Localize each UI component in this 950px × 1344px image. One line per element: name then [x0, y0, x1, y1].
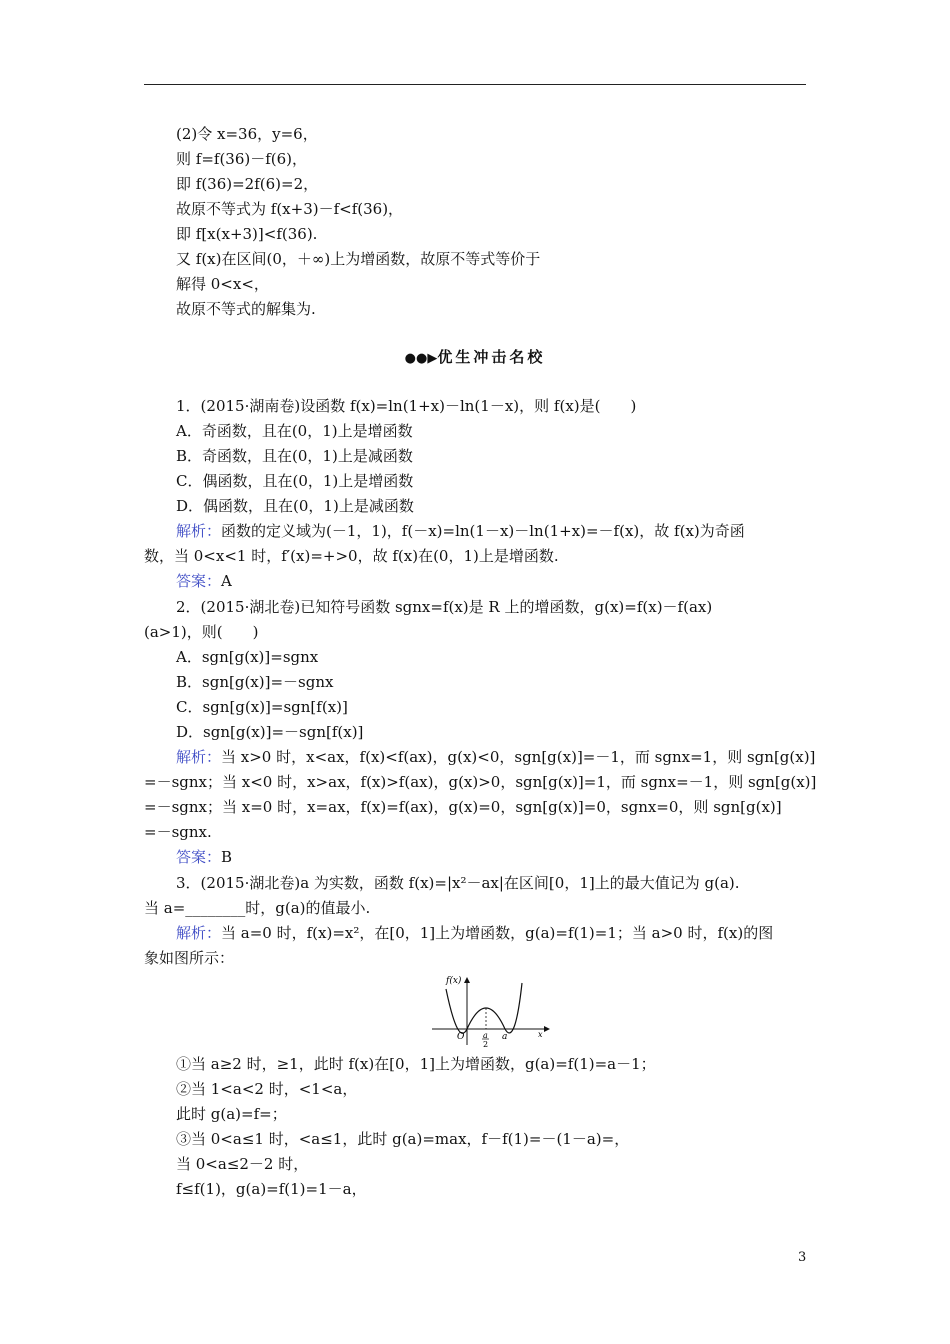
q1-option-b: B．奇函数，且在(0，1)上是减函数 — [176, 447, 413, 465]
answer-label: 答案： — [176, 572, 222, 590]
q1-analysis-text-2: 数，当 0<x<1 时，f′(x)=+>0，故 f(x)在(0，1)上是增函数. — [144, 547, 559, 565]
part2-line-5: 即 f[x(x+3)]<f(36). — [176, 225, 318, 243]
q2-analysis — [176, 747, 815, 767]
q1-answer-value: A — [221, 572, 232, 590]
q2-option-a: A．sgn[g(x)]=sgnx — [176, 648, 319, 666]
q2-analysis-text-1: 当 x>0 时，x<ax，f(x)<f(ax)，g(x)<0，sgn[g(x)]=－1，而 sgnx=1，则 sgn[g(x)] — [221, 748, 816, 766]
q2-option-c: C．sgn[g(x)]=sgn[f(x)] — [176, 698, 348, 716]
page-number: 3 — [798, 1250, 807, 1265]
part2-line-7: 解得 0<x<， — [176, 275, 269, 293]
heading-text: 优生冲击名校 — [437, 348, 546, 366]
graph-origin-label: O — [457, 1032, 465, 1042]
x-axis-arrow-icon — [544, 1026, 550, 1032]
q2-analysis-text-3: =－sgnx；当 x=0 时，x=ax，f(x)=f(ax)，g(x)=0，sgn[g(x)]=0，sgnx=0，则 sgn[g(x)] — [144, 798, 782, 816]
q1-analysis-text-1: 函数的定义域为(－1，1)，f(－x)=ln(1－x)－ln(1+x)=－f(x)，故 f(x)为奇函 — [221, 522, 745, 540]
q1-answer — [176, 571, 232, 591]
section-heading — [0, 346, 950, 367]
q3-analysis-text-1: 当 a=0 时，f(x)=x²，在[0，1]上为增函数，g(a)=f(1)=1；当 a>0 时，f(x)的图 — [221, 924, 774, 942]
q2-option-b: B．sgn[g(x)]=－sgnx — [176, 673, 334, 691]
graph-tick-a-half-num: a — [483, 1031, 488, 1040]
q2-stem-2: (a>1)，则( ) — [144, 623, 259, 641]
curve-right-branch — [505, 983, 522, 1033]
part2-line-1: (2)令 x=36，y=6， — [176, 125, 318, 143]
q2-stem-1: 2．(2015·湖北卷)已知符号函数 sgnx=f(x)是 R 上的增函数，g(x)=f(x)－f(ax) — [176, 598, 713, 616]
part2-line-6: 又 f(x)在区间(0，＋∞)上为增函数，故原不等式等价于 — [176, 250, 541, 268]
part2-line-3: 即 f(36)=2f(6)=2， — [176, 175, 319, 193]
analysis-label: 解析： — [176, 522, 222, 540]
part2-line-2: 则 f=f(36)－f(6)， — [176, 150, 308, 168]
curve-left-branch — [446, 989, 467, 1033]
function-graph — [432, 975, 550, 1047]
q3-analysis-text-2: 象如图所示： — [144, 949, 235, 967]
q2-answer-value: B — [221, 848, 233, 866]
q1-option-a: A．奇函数，且在(0，1)上是增函数 — [176, 422, 413, 440]
part2-line-8: 故原不等式的解集为. — [176, 300, 316, 318]
graph-root-label: a — [502, 1032, 508, 1042]
y-axis-arrow-icon — [464, 977, 470, 983]
q1-option-c: C．偶函数，且在(0，1)上是增函数 — [176, 472, 414, 490]
q3-stem-1: 3．(2015·湖北卷)a 为实数，函数 f(x)=|x²－ax|在区间[0，1]上的最大值记为 g(a). — [176, 874, 740, 892]
q2-option-d: D．sgn[g(x)]=－sgn[f(x)] — [176, 723, 364, 741]
q3-stem-2: 当 a=________时，g(a)的值最小. — [144, 899, 371, 917]
q3-case-3-result: f≤f(1)，g(a)=f(1)=1－a， — [176, 1180, 367, 1198]
q2-answer — [176, 847, 232, 867]
q1-stem: 1．(2015·湖南卷)设函数 f(x)=ln(1+x)－ln(1－x)，则 f(x)是( ) — [176, 397, 637, 415]
answer-label: 答案： — [176, 848, 222, 866]
graph-xlabel: x — [538, 1030, 543, 1039]
q3-case-2: ②当 1<a<2 时，<1<a， — [176, 1080, 358, 1098]
q3-case-3: ③当 0<a≤1 时，<a≤1，此时 g(a)=max，f－f(1)=－(1－a)=， — [176, 1130, 630, 1148]
q1-analysis — [176, 521, 745, 541]
q1-option-d: D．偶函数，且在(0，1)上是减函数 — [176, 497, 414, 515]
q3-case-3-sub: 当 0<a≤2－2 时， — [176, 1155, 309, 1173]
analysis-label: 解析： — [176, 748, 222, 766]
graph-ylabel: f(x) — [446, 976, 462, 986]
analysis-label: 解析： — [176, 924, 222, 942]
part2-line-4: 故原不等式为 f(x+3)－f<f(36)， — [176, 200, 404, 218]
header-rule — [144, 84, 806, 85]
q2-analysis-text-4: =－sgnx. — [144, 823, 212, 841]
q3-case-1: ①当 a≥2 时，≥1，此时 f(x)在[0，1]上为增函数，g(a)=f(1)=a－1； — [176, 1055, 656, 1073]
q2-analysis-text-2: =－sgnx；当 x<0 时，x>ax，f(x)>f(ax)，g(x)>0，sgn[g(x)]=1，而 sgnx=－1，则 sgn[g(x)] — [144, 773, 817, 791]
heading-arrow-icon: ●●▶ — [404, 351, 438, 366]
q3-analysis — [176, 923, 773, 943]
q3-case-2-detail: 此时 g(a)=f=； — [176, 1105, 287, 1123]
graph-tick-a-half-den: 2 — [483, 1040, 489, 1047]
